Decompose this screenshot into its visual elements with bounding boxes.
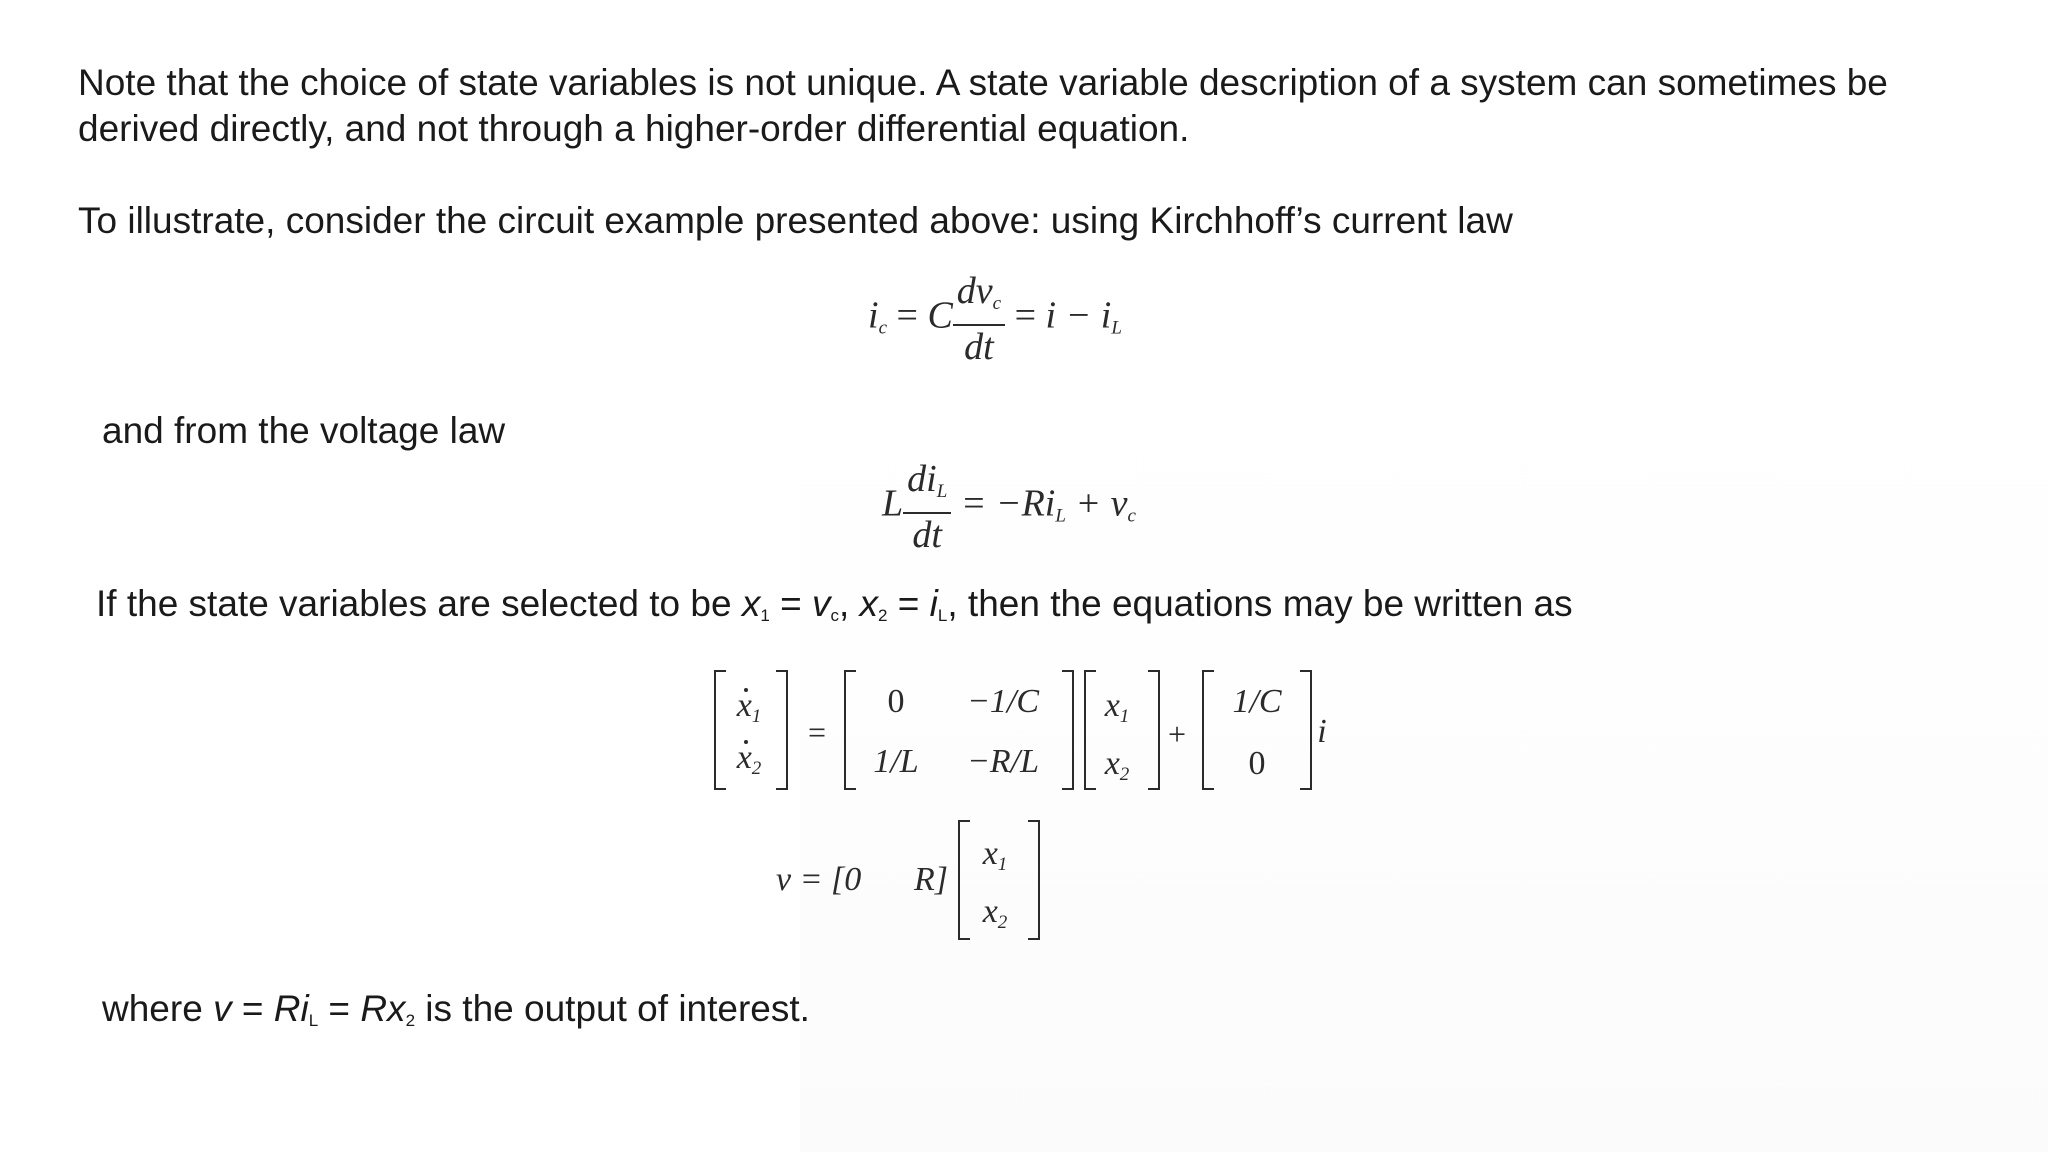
paragraph-line-1: Note that the choice of state variables is not unique. A state variable description of a system can sometimes be xyxy=(78,62,1888,103)
lhs-x2-sub: 2 xyxy=(751,758,762,779)
a-cell-11: 0 xyxy=(887,683,905,720)
p4-prefix: If the state variables are selected to be xyxy=(96,583,742,624)
out-bracket-right xyxy=(1028,820,1040,940)
eq1-equals-2: = xyxy=(1014,294,1037,337)
out-x1-sub: 1 xyxy=(997,854,1008,875)
b-bracket-left xyxy=(1202,670,1214,790)
eq1-lhs-sub: c xyxy=(878,317,887,339)
out-x2-sub: 2 xyxy=(997,912,1008,933)
eq2-num: di xyxy=(907,458,937,500)
paragraph-kirchhoff: To illustrate, consider the circuit example presented above: using Kirchhoff’s current law xyxy=(78,200,1513,241)
output-lhs: v = [0 xyxy=(776,861,862,898)
x-cell-1-label: x xyxy=(1104,687,1120,724)
p4-x1: x xyxy=(741,583,761,624)
eq1-rhs: i − i xyxy=(1045,294,1112,337)
a-cell-21: 1/L xyxy=(873,743,919,780)
x-cell-2 xyxy=(1098,744,1136,795)
eq2-l: L xyxy=(882,482,904,525)
lhs-x2-label: x xyxy=(736,739,752,776)
eq1-num: dv xyxy=(956,270,993,312)
p4-il: i xyxy=(929,583,938,624)
a-cell-12: −1/C xyxy=(966,683,1040,720)
p4-eq2: = xyxy=(887,583,930,624)
lhs-x1-label: x xyxy=(736,687,752,724)
out-x1-label: x xyxy=(982,835,998,872)
p5-ril-sub: L xyxy=(308,1011,319,1030)
state-equals: = xyxy=(808,714,827,750)
input-i: i xyxy=(1317,713,1327,750)
p4-suffix: , then the equations may be written as xyxy=(947,583,1573,624)
eq2-rhs-sub: L xyxy=(1055,505,1066,527)
p5-suffix: is the output of interest. xyxy=(415,988,810,1029)
eq1-den: dt xyxy=(964,326,994,368)
p4-comma: , xyxy=(838,583,860,624)
p5-eq2: = xyxy=(318,988,361,1029)
out-x2 xyxy=(976,892,1014,943)
state-plus: + xyxy=(1168,716,1187,752)
eq1-rhs-sub: L xyxy=(1111,317,1122,339)
x-cell-1-sub: 1 xyxy=(1119,706,1130,727)
b-cell-2: 0 xyxy=(1248,745,1266,782)
lhs-x1-sub: 1 xyxy=(751,706,762,727)
eq2-rhs2-sub: c xyxy=(1127,505,1136,527)
a-cell-22: −R/L xyxy=(966,743,1040,780)
paragraph-output xyxy=(102,986,810,1044)
eq1-c: C xyxy=(927,294,953,337)
p4-x2: x xyxy=(859,583,879,624)
b-bracket-right xyxy=(1300,670,1312,790)
p5-ril: Ri xyxy=(273,988,309,1029)
paragraph-line-2: derived directly, and not through a higher-order differential equation. xyxy=(78,108,1190,149)
out-bracket-left xyxy=(958,820,970,940)
a-bracket-right xyxy=(1062,670,1074,790)
x-cell-2-label: x xyxy=(1104,745,1120,782)
p5-rx: Rx xyxy=(360,988,406,1029)
x-cell-2-sub: 2 xyxy=(1119,764,1130,785)
p5-eq1: = xyxy=(231,988,274,1029)
eq1-num-sub: c xyxy=(992,293,1002,314)
p4-x2-sub: 2 xyxy=(878,606,888,625)
p4-vc-sub: c xyxy=(830,606,839,625)
a-bracket-left xyxy=(844,670,856,790)
p5-prefix: where xyxy=(102,988,214,1029)
eq2-rhs2: + v xyxy=(1065,482,1128,525)
output-r: R] xyxy=(914,861,948,898)
p5-v: v xyxy=(213,988,232,1029)
eq2-rhs: = −Ri xyxy=(960,482,1056,525)
x-bracket-right xyxy=(1148,670,1160,790)
x-cell-1 xyxy=(1098,686,1136,737)
p4-vc: v xyxy=(811,583,831,624)
eq1-equals: = xyxy=(896,294,918,337)
p4-x1-sub: 1 xyxy=(760,606,770,625)
x-bracket-left xyxy=(1084,670,1096,790)
eq1-lhs: i xyxy=(868,294,879,337)
paragraph-voltage-law: and from the voltage law xyxy=(102,410,506,451)
eq2-den: dt xyxy=(912,514,942,556)
lhs-x2 xyxy=(732,738,766,789)
b-cell-1: 1/C xyxy=(1232,683,1282,720)
eq2-num-sub: L xyxy=(936,481,948,502)
p5-rx-sub: 2 xyxy=(405,1011,416,1030)
p4-il-sub: L xyxy=(937,606,948,625)
p4-eq1: = xyxy=(769,583,812,624)
out-x2-label: x xyxy=(982,893,998,930)
lhs-bracket-left xyxy=(714,670,726,790)
lhs-x1 xyxy=(732,686,766,737)
lhs-bracket-right xyxy=(776,670,788,790)
out-x1 xyxy=(976,834,1014,885)
